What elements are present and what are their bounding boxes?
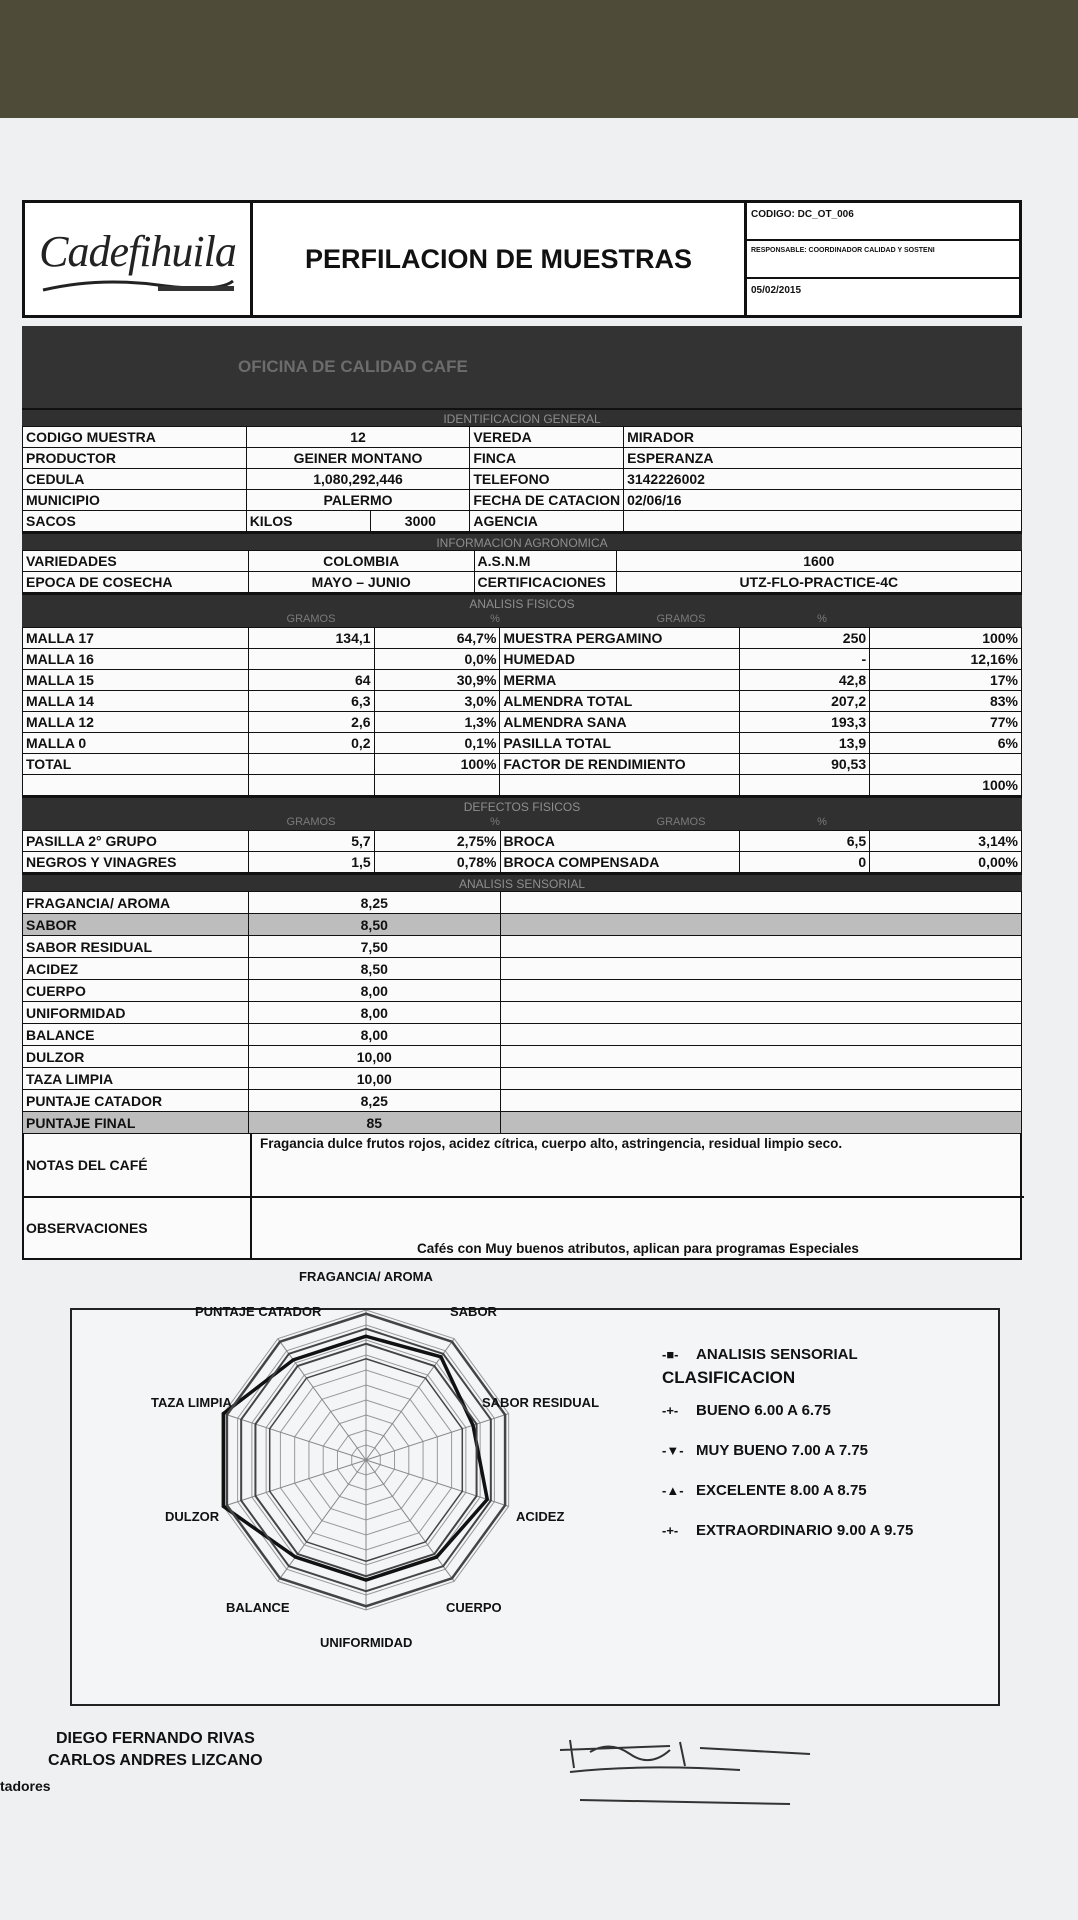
document-title: PERFILACION DE MUESTRAS	[253, 203, 747, 315]
row-label: ALMENDRA SANA	[500, 712, 740, 733]
logo-swoosh-icon	[38, 277, 238, 293]
physical-table	[22, 627, 1022, 796]
attribute-label: DULZOR	[23, 1046, 249, 1068]
sensory-row	[23, 914, 1022, 936]
attribute-label: CUERPO	[23, 980, 249, 1002]
handwritten-signature-icon	[550, 1720, 850, 1810]
empty-cell	[500, 1024, 1021, 1046]
field-value: 3142226002	[624, 469, 1022, 490]
general-row	[23, 427, 1022, 448]
percent-value	[374, 775, 500, 796]
document-code: CODIGO: DC_OT_006	[747, 203, 1019, 241]
percent-value: 83%	[870, 691, 1022, 712]
field-value: 02/06/16	[624, 490, 1022, 511]
percent-value: 12,16%	[870, 649, 1022, 670]
document-date: 05/02/2015	[751, 285, 802, 296]
section-sensorial: ANALISIS SENSORIAL	[22, 873, 1022, 891]
attribute-label: PUNTAJE CATADOR	[23, 1090, 249, 1112]
attribute-score: 8,00	[248, 1024, 500, 1046]
attribute-score: 8,25	[248, 1090, 500, 1112]
grams-value: 1,5	[248, 852, 374, 873]
attribute-label: UNIFORMIDAD	[23, 1002, 249, 1024]
grams-value: 2,6	[248, 712, 374, 733]
field-label: CERTIFICACIONES	[474, 572, 616, 593]
general-row	[23, 469, 1022, 490]
logo-wordmark: Cadefihuila	[39, 226, 236, 276]
legend-title: CLASIFICACION	[662, 1368, 796, 1387]
field-label: TELEFONO	[470, 469, 624, 490]
field-value: UTZ-FLO-PRACTICE-4C	[616, 572, 1021, 593]
attribute-score: 8,50	[248, 914, 500, 936]
empty-cell	[500, 914, 1021, 936]
field-label: CEDULA	[23, 469, 247, 490]
field-label: EPOCA DE COSECHA	[23, 572, 249, 593]
sensory-row	[23, 892, 1022, 914]
field-label: A.S.N.M	[474, 551, 616, 572]
field-value: MIRADOR	[624, 427, 1022, 448]
radar-axis-label: SABOR	[450, 1304, 497, 1319]
col-pct-def-2: %	[817, 816, 827, 828]
grams-value	[248, 649, 374, 670]
field-label: SACOS	[23, 511, 247, 532]
row-label: MALLA 14	[23, 691, 249, 712]
percent-value: 100%	[374, 754, 500, 775]
grams-value: 13,9	[740, 733, 870, 754]
section-agronomica: INFORMACION AGRONOMICA	[22, 532, 1022, 550]
attribute-score: 10,00	[248, 1068, 500, 1090]
row-label: MALLA 0	[23, 733, 249, 754]
physical-row	[23, 691, 1022, 712]
notes-text: Fragancia dulce frutos rojos, acidez cítrica, cuerpo alto, astringencia, residual limpio seco.	[260, 1136, 843, 1151]
sensory-table	[22, 891, 1022, 1134]
field-value	[624, 511, 1022, 532]
legend-label: MUY BUENO 7.00 A 7.75	[696, 1442, 869, 1459]
radar-axis-label: BALANCE	[226, 1600, 290, 1615]
radar-axis-label: ACIDEZ	[516, 1509, 565, 1524]
col-gramos-def-2: GRAMOS	[656, 816, 706, 828]
agronomic-row	[23, 572, 1022, 593]
section-general: IDENTIFICACION GENERAL	[22, 408, 1022, 426]
physical-row	[23, 649, 1022, 670]
notes-block	[22, 1134, 1022, 1260]
sensory-row	[23, 1068, 1022, 1090]
percent-value: 100%	[870, 775, 1022, 796]
field-value: 3000	[371, 511, 470, 532]
sensory-row	[23, 958, 1022, 980]
row-label: NEGROS Y VINAGRES	[23, 852, 249, 873]
physical-row	[23, 712, 1022, 733]
sensory-row	[23, 1090, 1022, 1112]
col-gramos-2: GRAMOS	[656, 613, 706, 625]
field-value: MAYO – JUNIO	[248, 572, 474, 593]
company-logo	[25, 203, 253, 315]
agronomic-row	[23, 551, 1022, 572]
attribute-score: 85	[248, 1112, 500, 1134]
attribute-score: 8,50	[248, 958, 500, 980]
row-label: PASILLA TOTAL	[500, 733, 740, 754]
grams-value: 193,3	[740, 712, 870, 733]
empty-cell	[500, 980, 1021, 1002]
grams-value: 134,1	[248, 628, 374, 649]
signer-2: CARLOS ANDRES LIZCANO	[48, 1752, 263, 1769]
empty-cell	[500, 1090, 1021, 1112]
agronomic-table	[22, 550, 1022, 593]
attribute-score: 10,00	[248, 1046, 500, 1068]
col-pct-2: %	[817, 613, 827, 625]
empty-cell	[500, 892, 1021, 914]
percent-value: 0,00%	[870, 852, 1022, 873]
general-row	[23, 490, 1022, 511]
row-label: MUESTRA PERGAMINO	[500, 628, 740, 649]
field-label: KILOS	[246, 511, 371, 532]
notes-label: NOTAS DEL CAFÉ	[24, 1134, 252, 1196]
grams-value	[740, 775, 870, 796]
row-label: PASILLA 2° GRUPO	[23, 831, 249, 852]
attribute-label: SABOR RESIDUAL	[23, 936, 249, 958]
percent-value: 2,75%	[374, 831, 500, 852]
percent-value: 6%	[870, 733, 1022, 754]
field-value: 1600	[616, 551, 1021, 572]
row-label	[500, 775, 740, 796]
percent-value	[870, 754, 1022, 775]
attribute-label: PUNTAJE FINAL	[23, 1112, 249, 1134]
field-label: AGENCIA	[470, 511, 624, 532]
percent-value: 64,7%	[374, 628, 500, 649]
sensory-radar-chart	[70, 1269, 1000, 1706]
row-label: MALLA 12	[23, 712, 249, 733]
attribute-label: BALANCE	[23, 1024, 249, 1046]
defect-row	[23, 831, 1022, 852]
field-label: MUNICIPIO	[23, 490, 247, 511]
signer-role: tadores	[0, 1778, 51, 1794]
grams-value: -	[740, 649, 870, 670]
legend-label: BUENO 6.00 A 6.75	[696, 1402, 831, 1419]
row-label: BROCA	[500, 831, 740, 852]
field-value: ESPERANZA	[624, 448, 1022, 469]
physical-row	[23, 628, 1022, 649]
grams-value: 6,3	[248, 691, 374, 712]
percent-value: 100%	[870, 628, 1022, 649]
field-value: 12	[246, 427, 470, 448]
sensory-row	[23, 936, 1022, 958]
document-meta	[747, 203, 1019, 315]
field-value: COLOMBIA	[248, 551, 474, 572]
grams-value: 0,2	[248, 733, 374, 754]
attribute-label: TAZA LIMPIA	[23, 1068, 249, 1090]
row-label: BROCA COMPENSADA	[500, 852, 740, 873]
physical-row	[23, 670, 1022, 691]
radar-axis-label: FRAGANCIA/ AROMA	[299, 1269, 433, 1284]
legend-marker-icon: -+-	[662, 1403, 679, 1418]
field-value: 1,080,292,446	[246, 469, 470, 490]
section-defectos: DEFECTOS FISICOS	[22, 796, 1022, 814]
sensory-row	[23, 1046, 1022, 1068]
percent-value: 1,3%	[374, 712, 500, 733]
field-label: FINCA	[470, 448, 624, 469]
office-banner: OFICINA DE CALIDAD CAFE	[22, 326, 1022, 408]
document-responsible: RESPONSABLE: COORDINADOR CALIDAD Y SOSTENI	[747, 241, 1019, 279]
percent-value: 77%	[870, 712, 1022, 733]
col-gramos: GRAMOS	[286, 613, 336, 625]
radar-axis-label: SABOR RESIDUAL	[482, 1395, 600, 1410]
attribute-score: 7,50	[248, 936, 500, 958]
empty-cell	[500, 1112, 1021, 1134]
field-value: GEINER MONTANO	[246, 448, 470, 469]
row-label: MERMA	[500, 670, 740, 691]
percent-value: 17%	[870, 670, 1022, 691]
grams-value: 250	[740, 628, 870, 649]
general-row	[23, 511, 1022, 532]
form-header	[22, 200, 1022, 318]
row-label	[23, 775, 249, 796]
field-label: CODIGO MUESTRA	[23, 427, 247, 448]
legend-marker-icon: -+-	[662, 1523, 679, 1538]
defect-row	[23, 852, 1022, 873]
legend-item	[662, 1482, 982, 1500]
row-label: MALLA 17	[23, 628, 249, 649]
attribute-label: FRAGANCIA/ AROMA	[23, 892, 249, 914]
defectos-column-headers	[22, 814, 1022, 830]
field-label: FECHA DE CATACION	[470, 490, 624, 511]
observations-text: Cafés con Muy buenos atributos, aplican para programas Especiales	[252, 1196, 1024, 1258]
grams-value	[248, 775, 374, 796]
fisicos-column-headers	[22, 611, 1022, 627]
physical-row	[23, 775, 1022, 796]
form-sheet	[22, 200, 1022, 1260]
legend-label: ANALISIS SENSORIAL	[696, 1346, 858, 1363]
empty-cell	[500, 1046, 1021, 1068]
sensory-row	[23, 1112, 1022, 1134]
row-label: ALMENDRA TOTAL	[500, 691, 740, 712]
radar-series-0	[223, 1336, 487, 1580]
empty-cell	[500, 1002, 1021, 1024]
attribute-score: 8,25	[248, 892, 500, 914]
physical-row	[23, 733, 1022, 754]
radar-axis-label: DULZOR	[165, 1509, 220, 1524]
grams-value: 64	[248, 670, 374, 691]
sensory-row	[23, 1002, 1022, 1024]
legend-marker-icon: -■-	[662, 1347, 679, 1362]
legend-item	[662, 1522, 982, 1540]
row-label: TOTAL	[23, 754, 249, 775]
legend-label: EXCELENTE 8.00 A 8.75	[696, 1482, 867, 1499]
grams-value: 90,53	[740, 754, 870, 775]
percent-value: 0,78%	[374, 852, 500, 873]
attribute-score: 8,00	[248, 980, 500, 1002]
col-pct: %	[490, 613, 500, 625]
attribute-label: ACIDEZ	[23, 958, 249, 980]
sensory-row	[23, 1024, 1022, 1046]
section-fisicos: ANALISIS FISICOS	[22, 593, 1022, 611]
legend-item	[662, 1442, 982, 1460]
legend-item	[662, 1346, 982, 1364]
general-table	[22, 426, 1022, 532]
grams-value	[248, 754, 374, 775]
percent-value: 3,0%	[374, 691, 500, 712]
row-label: HUMEDAD	[500, 649, 740, 670]
grams-value: 42,8	[740, 670, 870, 691]
legend-label: EXTRAORDINARIO 9.00 A 9.75	[696, 1522, 914, 1539]
row-label: MALLA 16	[23, 649, 249, 670]
percent-value: 3,14%	[870, 831, 1022, 852]
radar-axis-label: PUNTAJE CATADOR	[195, 1304, 322, 1319]
percent-value: 30,9%	[374, 670, 500, 691]
field-label: PRODUCTOR	[23, 448, 247, 469]
sensory-row	[23, 980, 1022, 1002]
field-label: VEREDA	[470, 427, 624, 448]
grams-value: 207,2	[740, 691, 870, 712]
empty-cell	[500, 936, 1021, 958]
empty-cell	[500, 958, 1021, 980]
radar-axis-label: CUERPO	[446, 1600, 502, 1615]
col-pct-def: %	[490, 816, 500, 828]
attribute-score: 8,00	[248, 1002, 500, 1024]
percent-value: 0,1%	[374, 733, 500, 754]
signer-1: DIEGO FERNANDO RIVAS	[56, 1730, 255, 1747]
attribute-label: SABOR	[23, 914, 249, 936]
legend-marker-icon: -▼-	[662, 1443, 684, 1458]
defects-table	[22, 830, 1022, 873]
empty-cell	[500, 1068, 1021, 1090]
legend-marker-icon: -▲-	[662, 1483, 684, 1498]
grams-value: 6,5	[740, 831, 870, 852]
field-value: PALERMO	[246, 490, 470, 511]
percent-value: 0,0%	[374, 649, 500, 670]
chart-legend	[662, 1346, 982, 1562]
legend-item	[662, 1402, 982, 1420]
observations-label: OBSERVACIONES	[24, 1196, 252, 1258]
general-row	[23, 448, 1022, 469]
field-label: VARIEDADES	[23, 551, 249, 572]
col-gramos-def: GRAMOS	[286, 816, 336, 828]
grams-value: 5,7	[248, 831, 374, 852]
row-label: FACTOR DE RENDIMIENTO	[500, 754, 740, 775]
radar-axis-label: UNIFORMIDAD	[320, 1635, 413, 1650]
row-label: MALLA 15	[23, 670, 249, 691]
physical-row	[23, 754, 1022, 775]
radar-axis-label: TAZA LIMPIA	[151, 1395, 232, 1410]
grams-value: 0	[740, 852, 870, 873]
